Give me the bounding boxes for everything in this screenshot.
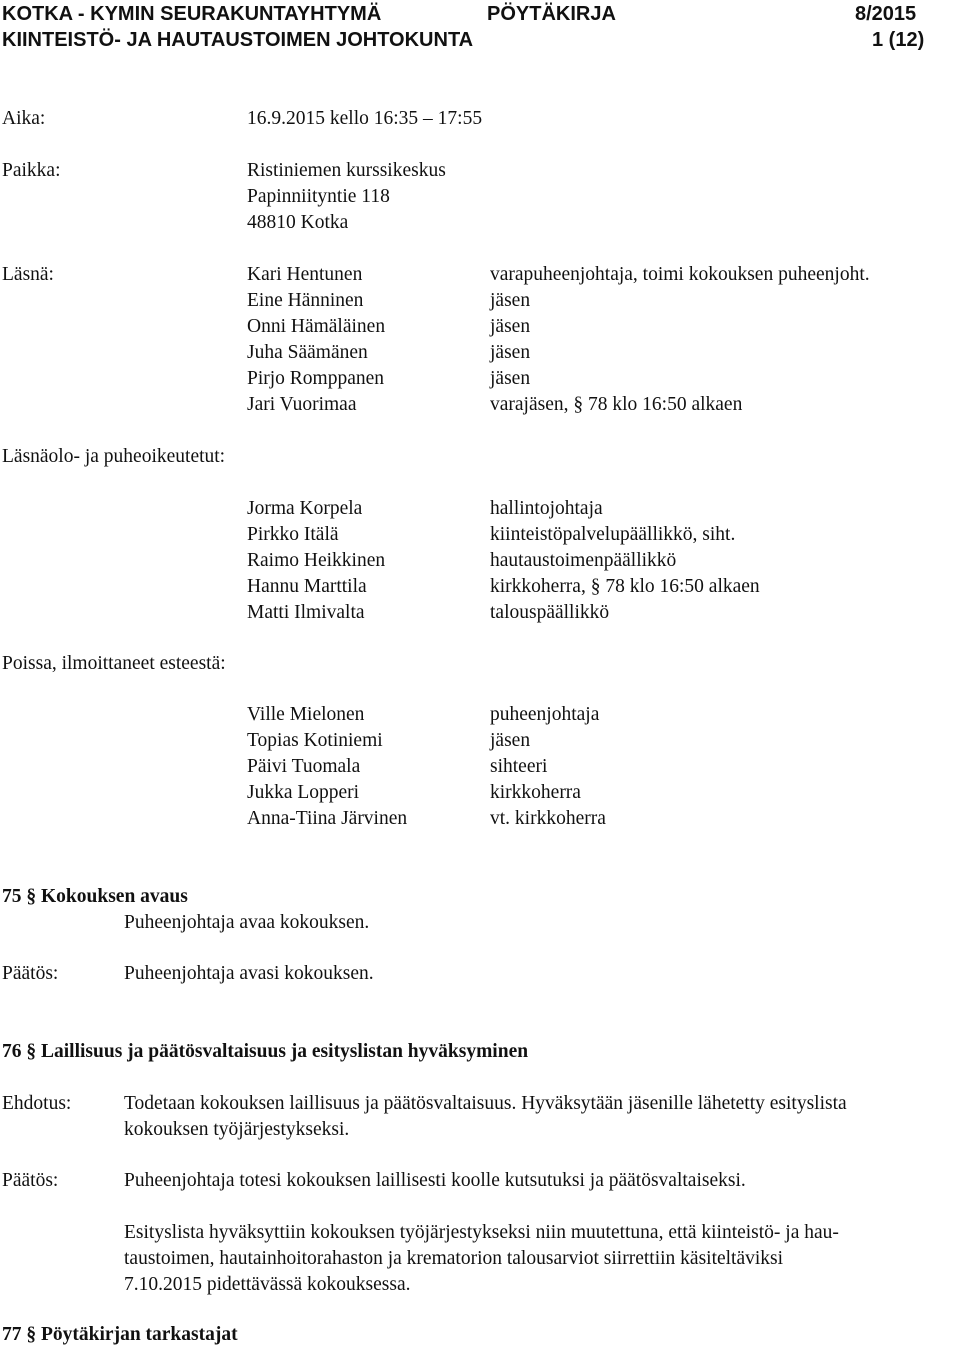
org-name: KOTKA - KYMIN SEURAKUNTAYHTYMÄ (2, 3, 382, 25)
person-name: Päivi Tuomala (247, 756, 361, 777)
person-name: Anna-Tiina Järvinen (247, 808, 408, 829)
person-role: kiinteistöpalvelupäällikkö, siht. (490, 524, 736, 545)
person-role: jäsen (490, 368, 531, 389)
place-label: Paikka: (2, 160, 61, 181)
person-role: sihteeri (490, 756, 548, 777)
place-line: Ristiniemen kurssikeskus (247, 160, 446, 181)
person-role: kirkkoherra, § 78 klo 16:50 alkaen (490, 576, 760, 597)
decision-text-76: Puheenjohtaja totesi kokouksen laillisesti koolle kutsutuksi ja päätösvaltaiseksi. (124, 1170, 746, 1191)
section-body-75: Puheenjohtaja avaa kokouksen. (124, 912, 370, 933)
page-info: 1 (12) (872, 29, 925, 51)
person-role: jäsen (490, 316, 531, 337)
person-name: Matti Ilmivalta (247, 602, 365, 623)
decision-extra-76: Esityslista hyväksyttiin kokouksen työjärjestykseksi niin muutettuna, että kiinteistö- ja hau- (124, 1222, 839, 1243)
entitled-label: Läsnäolo- ja puheoikeutetut: (2, 446, 226, 467)
person-role: kirkkoherra (490, 782, 581, 803)
person-role: hallintojohtaja (490, 498, 603, 519)
present-label: Läsnä: (2, 264, 54, 285)
person-role: jäsen (490, 730, 531, 751)
person-name: Eine Hänninen (247, 290, 364, 311)
person-role: vt. kirkkoherra (490, 808, 606, 829)
decision-label: Päätös: (2, 963, 59, 984)
person-role: talouspäällikkö (490, 602, 610, 623)
place-line: 48810 Kotka (247, 212, 349, 233)
place-line: Papinniityntie 118 (247, 186, 390, 207)
doc-type: PÖYTÄKIRJA (487, 3, 616, 25)
person-role: varajäsen, § 78 klo 16:50 alkaen (490, 394, 743, 415)
proposal-text-76: Todetaan kokouksen laillisuus ja päätösvaltaisuus. Hyväksytään jäsenille lähetetty esityslista (124, 1093, 847, 1114)
decision-extra-76: 7.10.2015 pidettävässä kokouksessa. (124, 1274, 411, 1295)
decision-label: Päätös: (2, 1170, 59, 1191)
doc-number: 8/2015 (855, 3, 917, 25)
absent-label: Poissa, ilmoittaneet esteestä: (2, 653, 226, 674)
person-name: Kari Hentunen (247, 264, 363, 285)
person-name: Topias Kotiniemi (247, 730, 383, 751)
person-role: jäsen (490, 342, 531, 363)
person-name: Raimo Heikkinen (247, 550, 386, 571)
person-name: Jorma Korpela (247, 498, 363, 519)
section-heading-75: 75 § Kokouksen avaus (2, 886, 188, 907)
person-name: Jukka Lopperi (247, 782, 360, 803)
decision-text-75: Puheenjohtaja avasi kokouksen. (124, 963, 374, 984)
section-heading-77: 77 § Pöytäkirjan tarkastajat (2, 1324, 238, 1345)
person-name: Pirkko Itälä (247, 524, 339, 545)
proposal-label: Ehdotus: (2, 1093, 72, 1114)
person-role: puheenjohtaja (490, 704, 600, 725)
decision-extra-76: taustoimen, hautainhoitorahaston ja krematorion talousarviot siirrettiin käsiteltäviksi (124, 1248, 784, 1269)
board-name: KIINTEISTÖ- JA HAUTAUSTOIMEN JOHTOKUNTA (2, 29, 474, 51)
person-name: Onni Hämäläinen (247, 316, 386, 337)
person-role: hautaustoimenpäällikkö (490, 550, 677, 571)
time-label: Aika: (2, 108, 46, 129)
person-name: Juha Säämänen (247, 342, 368, 363)
person-name: Ville Mielonen (247, 704, 365, 725)
time-value: 16.9.2015 kello 16:35 – 17:55 (247, 108, 483, 129)
section-heading-76: 76 § Laillisuus ja päätösvaltaisuus ja esityslistan hyväksyminen (2, 1041, 529, 1062)
person-role: varapuheenjohtaja, toimi kokouksen puheenjoht. (490, 264, 870, 285)
person-name: Pirjo Romppanen (247, 368, 385, 389)
person-name: Hannu Marttila (247, 576, 367, 597)
person-role: jäsen (490, 290, 531, 311)
person-name: Jari Vuorimaa (247, 394, 357, 415)
proposal-text-76: kokouksen työjärjestykseksi. (124, 1119, 350, 1140)
